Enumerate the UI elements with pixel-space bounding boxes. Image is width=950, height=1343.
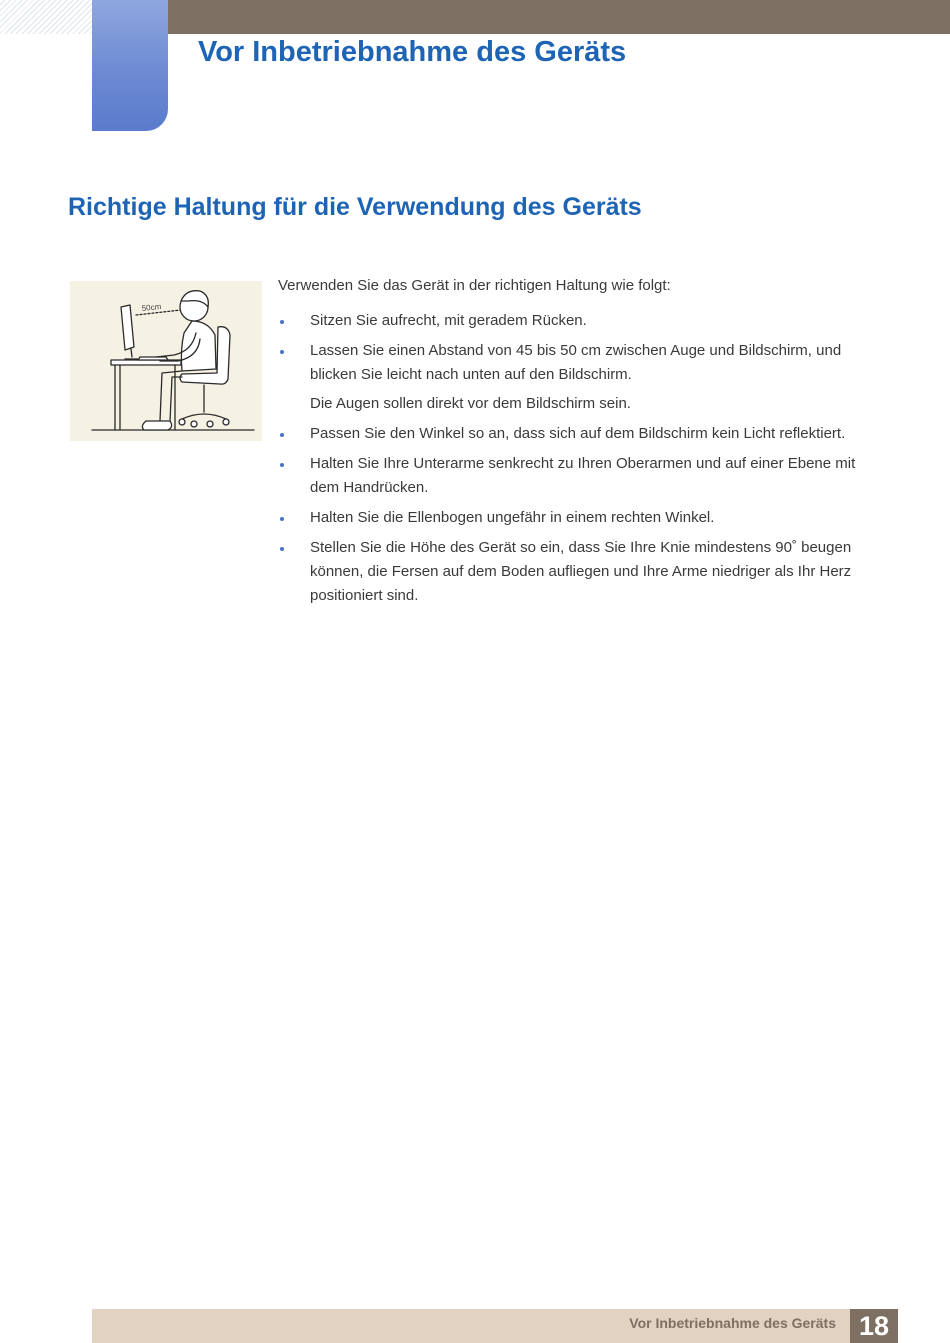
list-item	[278, 339, 878, 416]
monitor	[121, 305, 134, 350]
posture-illustration	[70, 281, 262, 441]
chapter-tab-marker	[92, 0, 168, 131]
chapter-title: Vor Inbetriebnahme des Geräts	[198, 36, 627, 68]
instruction-list	[278, 309, 878, 608]
header-hatch-pattern	[0, 0, 92, 34]
list-item-note: Die Augen sollen direkt vor dem Bildschirm sein.	[310, 395, 631, 412]
list-item	[278, 309, 878, 333]
bullet-icon	[280, 547, 284, 551]
list-item-text: Sitzen Sie aufrecht, mit geradem Rücken.	[310, 312, 587, 329]
list-item	[278, 452, 878, 500]
list-item-text: Stellen Sie die Höhe des Gerät so ein, dass Sie Ihre Knie mindestens 90˚ beugen können, die Fersen auf dem Boden aufliegen und Ihre Arme niedriger als Ihr Herz positioniert sind.	[310, 539, 852, 604]
bullet-icon	[280, 320, 284, 324]
list-item	[278, 422, 878, 446]
posture-instructions	[278, 274, 878, 614]
bullet-icon	[280, 517, 284, 521]
bullet-icon	[280, 463, 284, 467]
footer-chapter-title: Vor Inbetriebnahme des Geräts	[629, 1315, 836, 1331]
intro-text: Verwenden Sie das Gerät in der richtigen Haltung wie folgt:	[278, 277, 671, 294]
list-item	[278, 506, 878, 530]
header-bar	[168, 0, 950, 34]
list-item-text: Lassen Sie einen Abstand von 45 bis 50 cm zwischen Auge und Bildschirm, und blicken Sie leicht nach unten auf den Bildschirm.	[310, 342, 842, 383]
list-item-text: Halten Sie die Ellenbogen ungefähr in einem rechten Winkel.	[310, 509, 715, 526]
section-title: Richtige Haltung für die Verwendung des Geräts	[68, 193, 642, 221]
list-item	[278, 536, 878, 608]
list-item-text: Halten Sie Ihre Unterarme senkrecht zu Ihren Oberarmen und auf einer Ebene mit dem Handrücken.	[310, 455, 856, 496]
list-item-text: Passen Sie den Winkel so an, dass sich auf dem Bildschirm kein Licht reflektiert.	[310, 425, 846, 442]
keyboard	[138, 357, 168, 360]
posture-drawing	[70, 281, 262, 441]
bullet-icon	[280, 350, 284, 354]
bullet-icon	[280, 433, 284, 437]
footer-bar	[92, 1309, 850, 1343]
page-number: 18	[850, 1309, 898, 1343]
distance-label: 50cm	[141, 301, 162, 313]
